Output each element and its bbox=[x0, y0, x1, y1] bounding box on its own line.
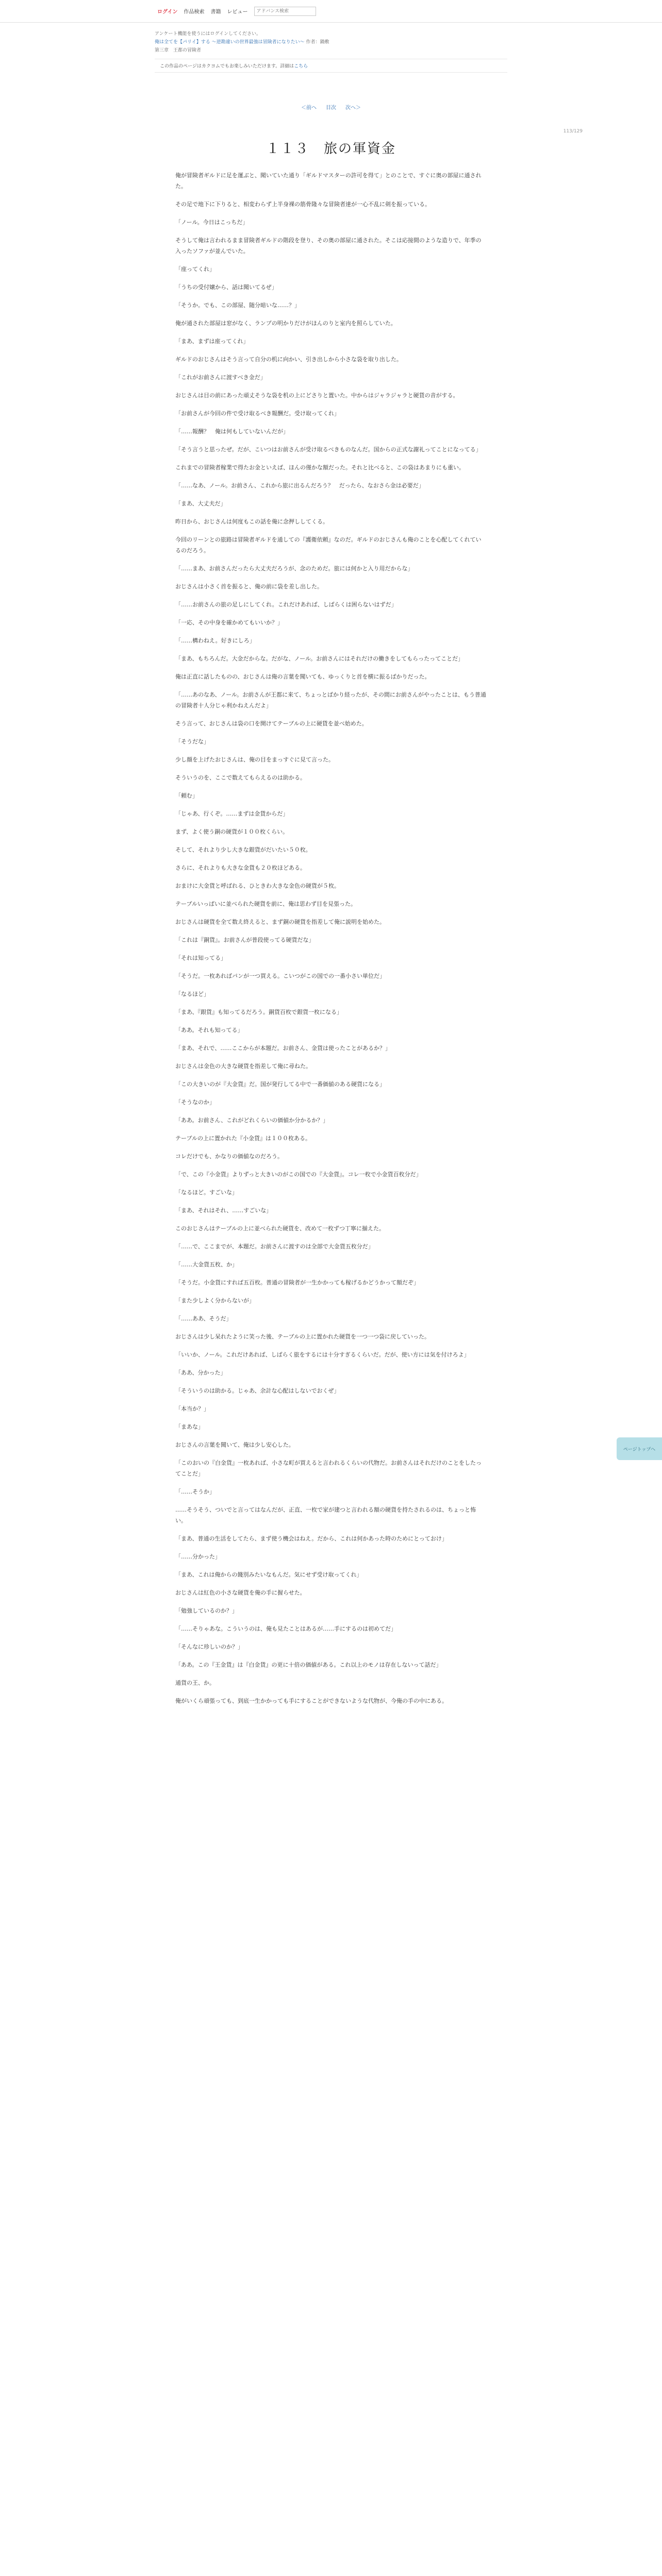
body-paragraph: 「……ああ、そうだ」 bbox=[175, 1315, 232, 1322]
body-paragraph: 「勉強しているのか？」 bbox=[175, 1607, 238, 1614]
body-paragraph: 少し顔を上げたおじさんは、俺の目をまっすぐに見て言った。 bbox=[175, 756, 334, 763]
body-paragraph: そう言って、おじさんは袋の口を開けてテーブルの上に硬貨を並べ始めた。 bbox=[175, 720, 368, 727]
chapter-number: 113/129 bbox=[563, 129, 583, 134]
body-paragraph: そういうのを、ここで数えてもらえるのは助かる。 bbox=[175, 774, 306, 781]
body-paragraph: 「これがお前さんに渡すべき金だ」 bbox=[175, 374, 266, 381]
body-paragraph: おじさんは金色の大きな硬貨を指差して俺に尋ねた。 bbox=[175, 1063, 311, 1070]
body-paragraph: 「いいか、ノール。これだけあれば、しばらく旅をするには十分すぎるくらいだ。だが、使い方には気を付けろよ」 bbox=[175, 1351, 470, 1358]
body-paragraph: このおじさんはテーブルの上に並べられた硬貨を、改めて一枚ずつ丁寧に揃えた。 bbox=[175, 1225, 385, 1232]
nav-reviews[interactable]: レビュー bbox=[227, 9, 248, 15]
series-title-line bbox=[155, 38, 507, 46]
body-paragraph: テーブルの上に置かれた『小金貨』は１００枚ある。 bbox=[175, 1135, 311, 1142]
novel-header bbox=[155, 30, 507, 73]
body-paragraph: 「まあ、普通の生活をしてたら、まず使う機会はねえ。だから、これは何かあった時のためにとっておけ」 bbox=[175, 1535, 448, 1542]
body-paragraph: 「……構わねえ。好きにしろ」 bbox=[175, 637, 255, 644]
body-paragraph: 「本当か？」 bbox=[175, 1405, 209, 1412]
body-paragraph: 「頼む」 bbox=[175, 792, 198, 799]
body-paragraph: 「座ってくれ」 bbox=[175, 266, 215, 273]
body-paragraph: おじさんは紅色の小さな硬貨を俺の手に握らせた。 bbox=[175, 1589, 306, 1596]
body-paragraph: 「お前さんが今回の件で受け取るべき報酬だ。受け取ってくれ」 bbox=[175, 410, 340, 417]
prev-chapter-link[interactable]: ＜前へ bbox=[301, 105, 317, 111]
chapter-title: １１３ 旅の軍資金 bbox=[266, 141, 396, 157]
body-paragraph: 「また少しよく分からないが」 bbox=[175, 1297, 255, 1304]
body-paragraph: 昨日から、おじさんは何度もこの話を俺に念押ししてくる。 bbox=[175, 518, 328, 525]
body-paragraph: 「ああ。それも知ってる」 bbox=[175, 1027, 243, 1033]
nav-books[interactable]: 書籍 bbox=[210, 9, 221, 15]
body-paragraph: 「このおいの『白金貨』一枚あれば、小さな町が買えると言われるくらいの代物だ。お前さんはそれだけのことをしたってことだ」 bbox=[175, 1460, 482, 1477]
body-paragraph: 「……まあ、お前さんだったら大丈夫だろうが、念のためだ。旅には何かと入り用だからな」 bbox=[175, 565, 413, 572]
body-paragraph: おじさんは少し呆れたように笑った後、テーブルの上に置かれた硬貨を一つ一つ袋に戻していった。 bbox=[175, 1333, 431, 1340]
body-paragraph: 「そうだな」 bbox=[175, 738, 209, 745]
body-paragraph: 「そうか。でも、この部屋、随分暗いな……？」 bbox=[175, 302, 300, 309]
body-paragraph: 「それは知ってる」 bbox=[175, 955, 226, 961]
body-paragraph: おじさんは小さく首を振ると、俺の前に袋を差し出した。 bbox=[175, 583, 323, 590]
body-paragraph: 「……報酬？ 俺は何もしていないんだが」 bbox=[175, 428, 289, 435]
login-button[interactable]: ログイン bbox=[157, 9, 178, 15]
body-paragraph: 「……なあ、ノール。お前さん、これから旅に出るんだろう？ だったら、なおさら金は必要だ」 bbox=[175, 482, 424, 489]
index-link[interactable]: 目次 bbox=[326, 105, 336, 111]
body-paragraph: さらに、それよりも大きな金貨も２０枚ほどある。 bbox=[175, 865, 306, 871]
body-paragraph: 「ああ。お前さん、これがどれくらいの価値か分かるか？」 bbox=[175, 1117, 329, 1124]
body-paragraph: まず、よく使う銅の硬貨が１００枚くらい。 bbox=[175, 828, 289, 835]
body-paragraph: その足で地下に下りると、相変わらず上半身裸の筋骨隆々な冒険者達が一心不乱に剣を振っている。 bbox=[175, 201, 431, 208]
body-paragraph: 「なるほど。すごいな」 bbox=[175, 1189, 238, 1196]
body-paragraph: おまけに大金貨と呼ばれる、ひときわ大きな金色の硬貨が５枚。 bbox=[175, 883, 340, 889]
login-notice: アンケート機能を使うにはログインしてください。 bbox=[155, 31, 261, 37]
body-paragraph: 「そうなのか」 bbox=[175, 1099, 215, 1106]
author-label[interactable]: 作者：鍋敷 bbox=[306, 40, 329, 45]
body-paragraph: 「……そうか」 bbox=[175, 1488, 215, 1495]
body-paragraph: 「まあな」 bbox=[175, 1423, 204, 1430]
body-paragraph: 「まあ、もちろんだ。大金だからな。だがな、ノール。お前さんにはそれだけの働きをしてもらったってことだ」 bbox=[175, 655, 464, 662]
search-input[interactable] bbox=[254, 7, 316, 16]
body-paragraph: 俺は正直に話したものの、おじさんは俺の言葉を聞いても、ゆっくりと首を横に振るばかりだった。 bbox=[175, 673, 431, 680]
body-paragraph: 今回のリーンとの旅路は冒険者ギルドを通しての『護衛依頼』なのだ。ギルドのおじさんも俺のことを心配してくれているのだろう。 bbox=[175, 536, 482, 554]
body-paragraph: 「これは『銅貨』。お前さんが普段使ってる硬貨だな」 bbox=[175, 937, 315, 943]
body-paragraph: 俺がいくら頑張っても、到底一生かかっても手にすることができないような代物が、今俺の手の中にある。 bbox=[175, 1698, 448, 1704]
body-paragraph: 「なるほど」 bbox=[175, 991, 209, 997]
body-paragraph: おじさんは硬貨を全て数え終えると、まず銅の硬貨を指差して俺に説明を始めた。 bbox=[175, 919, 385, 925]
body-paragraph: テーブルいっぱいに並べられた硬貨を前に、俺は思わず目を見張った。 bbox=[175, 901, 357, 907]
body-paragraph: ギルドのおじさんはそう言って自分の机に向かい、引き出しから小さな袋を取り出した。 bbox=[175, 356, 402, 363]
body-paragraph: コレだけでも、かなりの価値なのだろう。 bbox=[175, 1153, 283, 1160]
body-paragraph: ……そうそう、ついでと言ってはなんだが、正直、一枚で家が建つと言われる額の硬貨を持たされるのは、ちょっと怖い。 bbox=[175, 1506, 476, 1524]
body-paragraph: 「うちの受付嬢から、話は聞いてるぜ」 bbox=[175, 284, 277, 291]
body-paragraph: 俺が冒険者ギルドに足を運ぶと、聞いていた通り「ギルドマスターの許可を得て」とのことで、すぐに奥の部屋に通された。 bbox=[175, 172, 482, 190]
body-paragraph: 「ああ。この『王金貨』は『白金貨』の更に十倍の価値がある。これ以上のモノは存在しないって話だ」 bbox=[175, 1662, 442, 1668]
notice-text: この作品のページはカクヨムでもお楽しみいただけます。詳細は bbox=[160, 64, 294, 69]
body-paragraph: おじさんは目の前にあった頑丈そうな袋を机の上にどさりと置いた。中からはジャラジャラと硬貨の音がする。 bbox=[175, 392, 459, 399]
kakuyomu-notice bbox=[155, 59, 507, 73]
top-bar bbox=[0, 0, 662, 23]
body-paragraph: 「そういうのは助かる。じゃあ、余計な心配はしないでおくぜ」 bbox=[175, 1387, 340, 1394]
body-paragraph: 「まあ、大丈夫だ」 bbox=[175, 500, 226, 507]
body-paragraph: 「まあ、『銀貨』も知ってるだろう。銅貨百枚で銀貨一枚になる」 bbox=[175, 1009, 343, 1015]
body-paragraph: 「じゃあ、行くぞ。……まずは金貨からだ」 bbox=[175, 810, 289, 817]
body-paragraph: 「……お前さんの旅の足しにしてくれ。これだけあれば、しばらくは困らないはずだ」 bbox=[175, 601, 397, 608]
chapter-body bbox=[175, 170, 487, 1714]
body-paragraph: これまでの冒険者稼業で得たお金といえば、ほんの僅かな額だった。それと比べると、この袋はあまりにも重い。 bbox=[175, 464, 465, 471]
body-paragraph: 「……あのなあ、ノール。お前さんが王都に来て、ちょっとばかり経ったが、その間にお前さんがやったことは、もう普通の冒険者十人分じゃ利かねえんだよ」 bbox=[175, 691, 486, 709]
body-paragraph: 「まあ、それで、……ここからが本題だ。お前さん、金貨は使ったことがあるか？」 bbox=[175, 1045, 391, 1052]
body-paragraph: 「一応、その中身を確かめてもいいか？」 bbox=[175, 619, 283, 626]
body-paragraph: 「まあ、これは俺からの餞別みたいなもんだ。気にせず受け取ってくれ」 bbox=[175, 1571, 362, 1578]
body-paragraph: 「ああ、分かった」 bbox=[175, 1369, 226, 1376]
body-paragraph: 「そうだ。一枚あればパンが一つ買える。こいつがこの国での一番小さい単位だ」 bbox=[175, 973, 385, 979]
series-title-link[interactable]: 俺は全てを【パリイ】する 〜逆勘違いの世界最強は冒険者になりたい〜 bbox=[155, 40, 305, 45]
body-paragraph: 「この大きいのが『大金貨』だ。国が発行してる中で一番価値のある硬貨になる」 bbox=[175, 1081, 385, 1088]
chapter-pager bbox=[0, 103, 662, 111]
next-chapter-link[interactable]: 次へ＞ bbox=[345, 105, 361, 111]
page-top-button[interactable]: ページトップへ bbox=[617, 1437, 662, 1460]
body-paragraph: 「そうだ。小金貨にすれば五百枚。普通の冒険者が一生かかっても稼げるかどうかって額だぞ」 bbox=[175, 1279, 419, 1286]
chapter-section: 第三章 王都の冒険者 bbox=[155, 48, 202, 53]
nav-search-works[interactable]: 作品検索 bbox=[184, 9, 205, 15]
body-paragraph: そうして俺は言われるまま冒険者ギルドの階段を登り、その奥の部屋に通された。そこは応接間のような造りで、年季の入ったソファが並んでいた。 bbox=[175, 237, 482, 255]
body-paragraph: おじさんの言葉を聞いて、俺は少し安心した。 bbox=[175, 1442, 294, 1448]
body-paragraph: 「そう言うと思ったぜ。だが、こいつはお前さんが受け取るべきものなんだ。国からの正式な謝礼ってことになってる」 bbox=[175, 446, 482, 453]
body-paragraph: 「で、この『小金貨』よりずっと大きいのがこの国での『大金貨』。コレ一枚で小金貨百枚分だ」 bbox=[175, 1171, 422, 1178]
body-paragraph: そして、それより少し大きな銀貨がだいたい５０枚。 bbox=[175, 846, 311, 853]
body-paragraph: 「ノール。今日はこっちだ」 bbox=[175, 219, 249, 226]
body-paragraph: 「……そりゃあな。こういうのは、俺も見たことはあるが……手にするのは初めてだ」 bbox=[175, 1625, 396, 1632]
body-paragraph: 「そんなに珍しいのか？」 bbox=[175, 1643, 243, 1650]
body-paragraph: 「……分かった」 bbox=[175, 1553, 221, 1560]
body-paragraph: 俺が通された部屋は窓がなく、ランプの明かりだけがほんのりと室内を照らしていた。 bbox=[175, 320, 396, 327]
body-paragraph: 「まあ、それはそれ、……すごいな」 bbox=[175, 1207, 272, 1214]
body-paragraph: 通貨の王、か。 bbox=[175, 1680, 215, 1686]
body-paragraph: 「まあ、まずは座ってくれ」 bbox=[175, 338, 249, 345]
body-paragraph: 「……大金貨五枚、か」 bbox=[175, 1261, 238, 1268]
body-paragraph: 「……で、ここまでが、本題だ。お前さんに渡すのは全部で大金貨五枚分だ」 bbox=[175, 1243, 374, 1250]
notice-link[interactable]: こちら bbox=[294, 64, 308, 69]
